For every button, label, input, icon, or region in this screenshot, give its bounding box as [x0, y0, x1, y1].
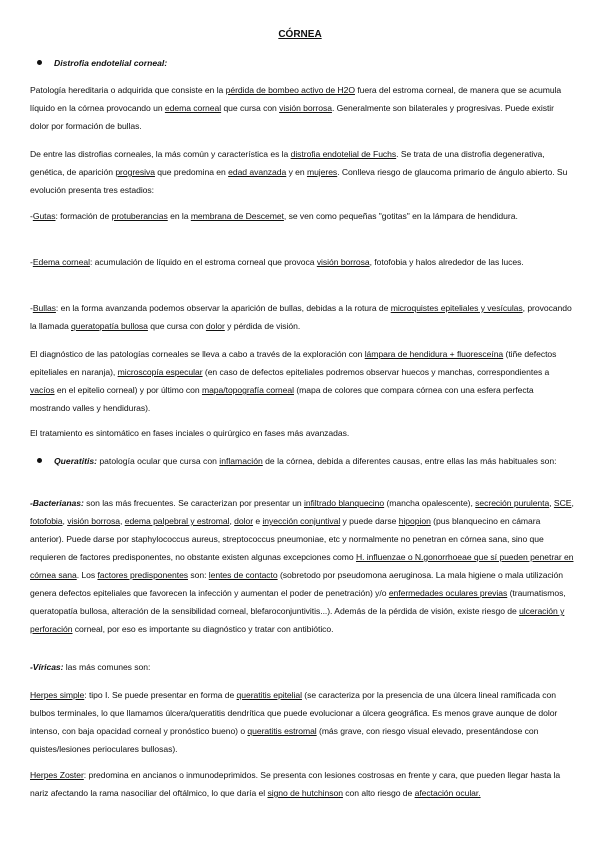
- underlined-term: Herpes Zoster: [30, 770, 84, 780]
- text-run: en el epitelio corneal) y por último con: [54, 385, 202, 395]
- underlined-term: inflamación: [219, 456, 263, 466]
- text-run: (en caso de defectos epiteliales podremos observar huecos y manchas, correspondientes a: [202, 367, 550, 377]
- text-run: , se ven como pequeñas "gotitas" en la lámpara de hendidura.: [283, 211, 518, 221]
- text-run: son las más frecuentes. Se caracterizan por presentar un: [83, 498, 304, 508]
- text-run: y pérdida de visión.: [224, 321, 301, 331]
- paragraph-viricas: [30, 658, 575, 676]
- underlined-term: edema corneal: [164, 103, 222, 113]
- underlined-term: mujeres: [306, 167, 338, 177]
- paragraph-fuchs: [30, 145, 575, 199]
- bold-term: Queratitis:: [54, 456, 97, 466]
- underlined-term: microquistes epiteliales y vesículas: [390, 303, 523, 313]
- text-run: (más grave, con riesgo visual elevado, presentándose con quistes/lesiones perioculares bullosas).: [30, 726, 539, 754]
- bullet-dot: [37, 60, 42, 65]
- text-run: (sobretodo por pseudomona aeruginosa. La mala higiene o mala utilización genera defectos epiteliales que favorecen la infección y aumentan el poder de penetración) y/o: [30, 570, 564, 598]
- underlined-term: mapa/topografía corneal: [201, 385, 294, 395]
- underlined-term: fotofobia: [30, 516, 63, 526]
- text-run: de la córnea, debida a diferentes causas, entre ellas las más habituales son:: [262, 456, 557, 466]
- section-heading-queratitis: [54, 452, 575, 470]
- text-run: ,: [549, 498, 554, 508]
- text-run: : tipo I. Se puede presentar en forma de: [84, 690, 237, 700]
- text-run: las más comunes son:: [63, 662, 151, 672]
- text-run: : en la forma avanzanda podemos observar la aparición de bullas, debidas a la rotura de: [55, 303, 391, 313]
- text-run: : formación de: [55, 211, 112, 221]
- paragraph-bullas: [30, 299, 575, 335]
- text-run: e: [253, 516, 263, 526]
- page-title: CÓRNEA: [278, 29, 322, 40]
- text-run: (pus blanquecino en cámara anterior). Puede darse por staphylococcus aureus, streptococcus pneumoniae, etc y normalmente no penetran en córnea sana, sino que requieren de factores predisponentes, no obstante existen algunas excepciones como: [30, 516, 544, 562]
- text-run: ,: [229, 516, 235, 526]
- underlined-term: hipopion: [398, 516, 431, 526]
- underlined-term: signo de hutchinson: [267, 788, 343, 798]
- paragraph-diagnostico: [30, 345, 575, 417]
- text-run: fuera del estroma corneal, de manera que se acumula líquido en la córnea provocando un: [30, 85, 562, 113]
- section-heading-distrofia: Distrofia endotelial corneal:: [54, 58, 168, 68]
- text-run: y puede darse: [340, 516, 399, 526]
- paragraph-edema: [30, 253, 575, 271]
- text-run: (tiñe defectos epiteliales en naranja),: [30, 349, 557, 377]
- underlined-term: factores predisponentes: [97, 570, 189, 580]
- paragraph-herpes-zoster: [30, 766, 575, 802]
- underlined-term: enfermedades oculares previas: [388, 588, 508, 598]
- text-run: El tratamiento es sintomático en fases inciales o quirúrgico en fases más avanzadas.: [30, 428, 350, 438]
- paragraph-tratamiento: [30, 424, 575, 442]
- underlined-term: dolor: [205, 321, 225, 331]
- text-run: . Conlleva riesgo de glaucoma primario de ángulo abierto. Su evolución presenta tres estadios:: [30, 167, 568, 195]
- underlined-term: pérdida de bombeo activo de H2O: [225, 85, 355, 95]
- underlined-term: visión borrosa: [67, 516, 121, 526]
- underlined-term: infiltrado blanquecino: [304, 498, 385, 508]
- underlined-term: distrofia endotelial de Fuchs: [290, 149, 397, 159]
- underlined-term: edad avanzada: [228, 167, 287, 177]
- text-run: , fotofobia y halos alrededor de las luces.: [369, 257, 524, 267]
- underlined-term: queratitis epitelial: [236, 690, 302, 700]
- text-run: (se caracteriza por la presencia de una úlcera lineal ramificada con bulbos terminales, lo que llamamos úlcera/queratitis dendrítica que puede evolucionar a úlcera geográfica. Es menos grave aunque de dolor intenso, con baja opacidad corneal y pronóstico bueno) o: [30, 690, 558, 736]
- underlined-term: queratopatía bullosa: [71, 321, 148, 331]
- paragraph-definicion: [30, 81, 575, 135]
- underlined-term: Gutas: [32, 211, 56, 221]
- underlined-term: H. influenzae o N.gonorrhoeae que sí pueden penetrar en córnea sana: [30, 552, 574, 580]
- text-run: . Generalmente son bilaterales y progresivas. Puede existir dolor por formación de bullas.: [30, 103, 554, 131]
- text-run: Patología hereditaria o adquirida que consiste en la: [30, 85, 226, 95]
- text-run: De entre las distrofias corneales, la más común y característica es la: [30, 149, 291, 159]
- text-run: ,: [120, 516, 125, 526]
- underlined-term: afectación ocular.: [414, 788, 481, 798]
- underlined-term: protuberancias: [111, 211, 168, 221]
- text-run: (mancha opalescente),: [384, 498, 476, 508]
- bold-term: -Víricas:: [30, 662, 64, 672]
- underlined-term: lámpara de hendidura + fluoresceína: [364, 349, 504, 359]
- bullet-dot: [37, 458, 42, 463]
- underlined-term: edema palpebral y estromal: [124, 516, 230, 526]
- text-run: , provocando la llamada: [30, 303, 572, 331]
- underlined-term: membrana de Descemet: [190, 211, 284, 221]
- underlined-term: visión borrosa: [316, 257, 370, 267]
- text-run: (traumatismos, queratopatía bullosa, alteración de la sensibilidad corneal, blefaroconjuntivitis...). Además de la pérdida de visión, existe riesgo de: [30, 588, 566, 616]
- text-run: . Se trata de una distrofia degenerativa, genética, de aparición: [30, 149, 545, 177]
- underlined-term: visión borrosa: [279, 103, 332, 113]
- underlined-term: progresiva: [115, 167, 155, 177]
- text-run: El diagnóstico de las patologías corneales se lleva a cabo a través de la exploración con: [30, 349, 365, 359]
- text-run: ,: [571, 498, 574, 508]
- text-run: que cursa con: [221, 103, 280, 113]
- text-run: ,: [62, 516, 68, 526]
- underlined-term: Edema corneal: [32, 257, 90, 267]
- text-run: patología ocular que cursa con: [96, 456, 220, 466]
- bold-term: -Bacterianas:: [30, 498, 84, 508]
- text-run: en la: [167, 211, 191, 221]
- underlined-term: SCE: [553, 498, 572, 508]
- underlined-term: queratitis estromal: [247, 726, 317, 736]
- text-run: son:: [188, 570, 209, 580]
- text-run: con alto riesgo de: [342, 788, 415, 798]
- text-run: -: [30, 211, 33, 221]
- underlined-term: lentes de contacto: [208, 570, 278, 580]
- paragraph-gutas: [30, 207, 575, 225]
- text-run: -: [30, 303, 33, 313]
- text-run: -: [30, 257, 33, 267]
- text-run: (mapa de colores que compara córnea con una esfera perfecta mostrando valles y hendiduras).: [30, 385, 534, 413]
- underlined-term: vacíos: [30, 385, 55, 395]
- underlined-term: microscopía especular: [117, 367, 203, 377]
- text-run: : predomina en ancianos o inmunodeprimidos. Se presenta con lesiones costrosas en frente y cara, que pueden llegar hasta la nariz afectando la rama nasociliar del oftálmico, lo que daría el: [30, 770, 561, 798]
- text-run: que cursa con: [147, 321, 206, 331]
- text-run: y en: [286, 167, 307, 177]
- paragraph-herpes-simple: [30, 686, 575, 758]
- underlined-term: Herpes simple: [30, 690, 85, 700]
- text-run: corneal, por eso es importante su diagnóstico y tratar con antibiótico.: [72, 624, 334, 634]
- underlined-term: inyección conjuntival: [262, 516, 341, 526]
- underlined-term: dolor: [234, 516, 254, 526]
- underlined-term: secreción purulenta: [475, 498, 550, 508]
- paragraph-bacterianas: [30, 494, 575, 638]
- text-run: . Los: [76, 570, 98, 580]
- underlined-term: Bullas: [32, 303, 56, 313]
- text-run: que predomina en: [154, 167, 229, 177]
- text-run: : acumulación de líquido en el estroma corneal que provoca: [89, 257, 317, 267]
- underlined-term: ulceración y perforación: [30, 606, 565, 634]
